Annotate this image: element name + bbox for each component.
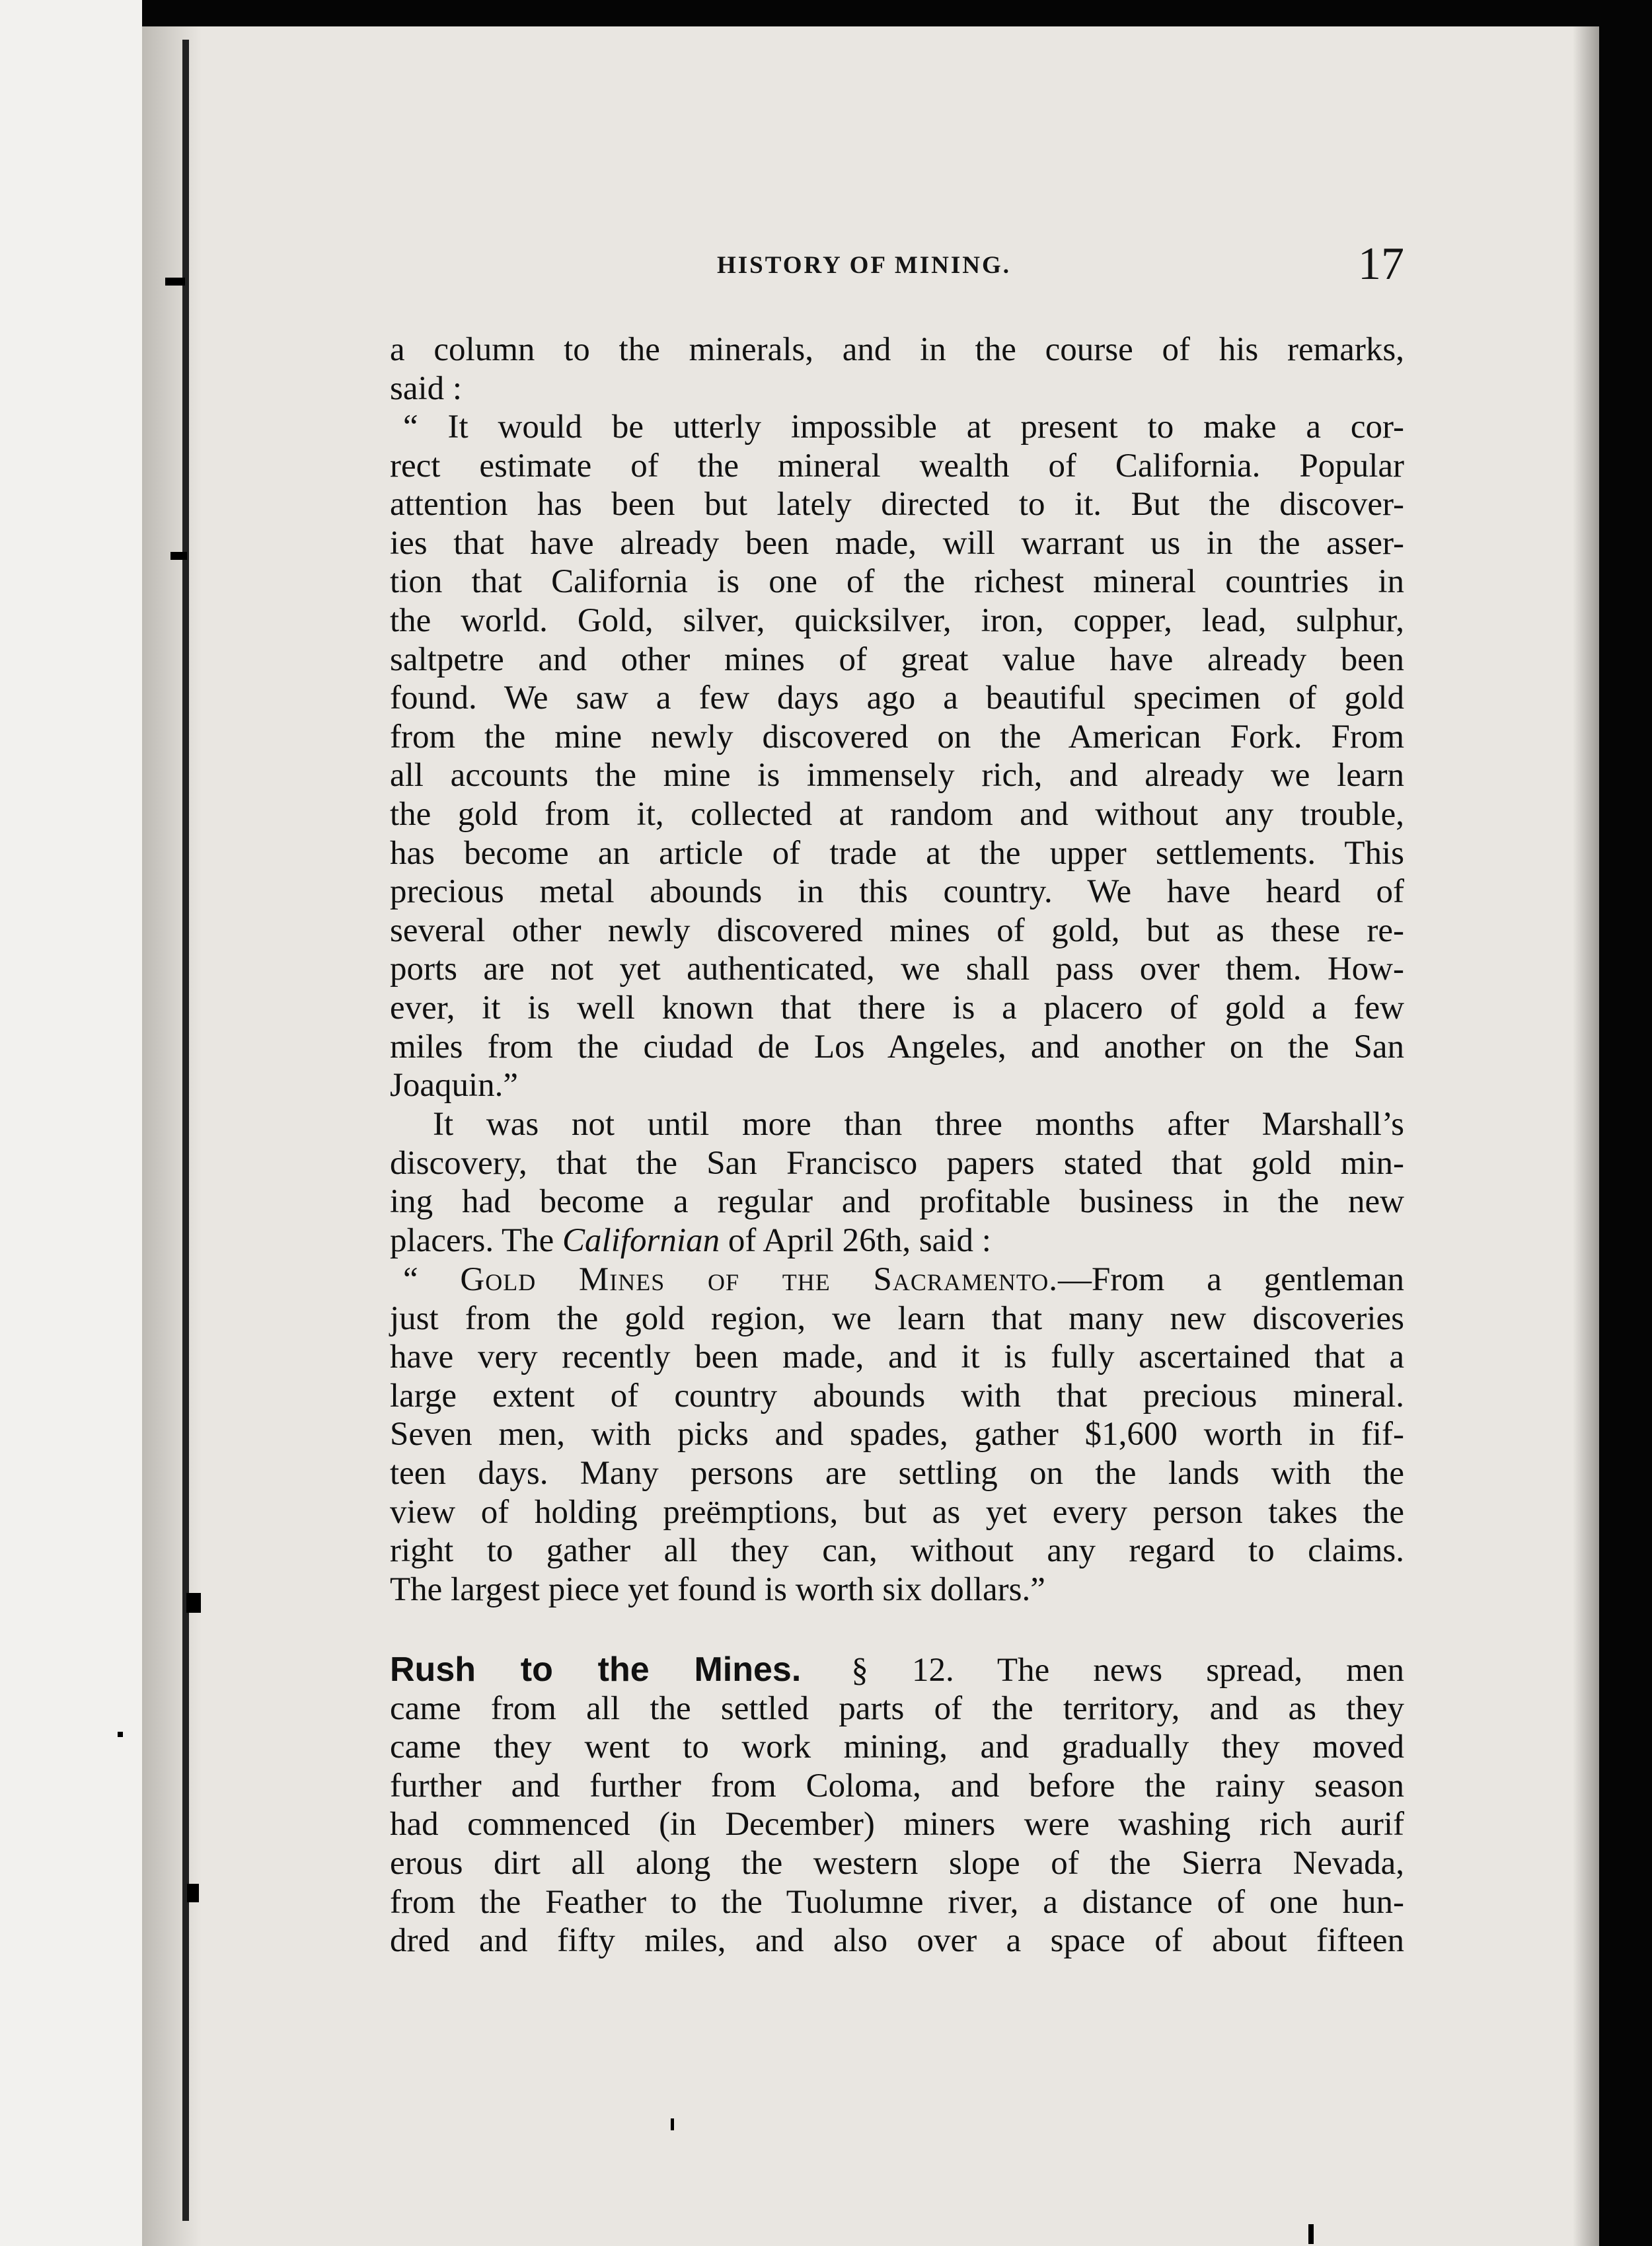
text-line: Joaquin.”: [390, 1067, 519, 1104]
text-line: has become an article of trade at the upper settlements. This: [390, 834, 1404, 872]
section-heading: Rush to the Mines.: [390, 1650, 802, 1689]
speck: [118, 1732, 123, 1737]
text-line: tion that California is one of the richest mineral countries in: [390, 563, 1404, 601]
binding-mark: [170, 552, 187, 560]
paragraph-marshall: [390, 1105, 1404, 1260]
text-line: rect estimate of the mineral wealth of California. Popular: [390, 447, 1404, 484]
page-edge-shadow: [1573, 26, 1599, 2246]
text-line: ever, it is well known that there is a placero of gold a few: [390, 989, 1404, 1026]
binding-mark: [186, 1593, 201, 1613]
text-line: right to gather all they can, without any regard to claims.: [390, 1532, 1404, 1570]
text-line: from the mine newly discovered on the American Fork. From: [390, 718, 1404, 755]
running-head: HISTORY OF MINING.: [717, 252, 1012, 279]
text-fragment: —From a gentleman: [1057, 1261, 1404, 1298]
text-line: The largest piece yet found is worth six dollars.”: [390, 1570, 1045, 1608]
text-line: dred and fifty miles, and also over a space of about fifteen: [390, 1922, 1404, 1960]
text-line: [390, 1650, 1404, 1689]
text-line: ports are not yet authenticated, we shall pass over them. How-: [390, 950, 1404, 988]
section-rush-to-the-mines: [390, 1650, 1404, 1960]
text-fragment: placers. The: [390, 1221, 563, 1259]
text-line: the world. Gold, silver, quicksilver, iron, copper, lead, sulphur,: [390, 601, 1404, 639]
scan-margin: [0, 0, 142, 2246]
text-line: miles from the ciudad de Los Angeles, and another on the San: [390, 1028, 1404, 1065]
text-line: have very recently been made, and it is fully ascertained that a: [390, 1338, 1404, 1376]
page-number: 17: [1358, 239, 1404, 290]
text-line: found. We saw a few days ago a beautiful specimen of gold: [390, 679, 1404, 717]
speck: [671, 2118, 674, 2130]
text-line: view of holding preëmptions, but as yet every person takes the: [390, 1493, 1404, 1531]
speck: [1308, 2224, 1314, 2244]
text-line: just from the gold region, we learn that many new discoveries: [390, 1299, 1404, 1337]
text-line: from the Feather to the Tuolumne river, a distance of one hun-: [390, 1883, 1404, 1921]
binding-mark: [165, 278, 185, 286]
text-line: ing had become a regular and profitable business in the new: [390, 1183, 1404, 1221]
spine-shadow: [142, 26, 202, 2246]
open-quote: “: [403, 1261, 461, 1298]
intro-text: [390, 330, 1404, 408]
text-line: the gold from it, collected at random and without any trouble,: [390, 795, 1404, 833]
text-line: came from all the settled parts of the territory, and as they: [390, 1689, 1404, 1727]
text-line: had commenced (in December) miners were washing rich aurif: [390, 1806, 1404, 1843]
text-line: precious metal abounds in this country. We have heard of: [390, 873, 1404, 911]
text-fragment: of April 26th, said :: [720, 1221, 991, 1259]
text-line: [390, 1260, 1404, 1299]
text-line: attention has been but lately directed to it. But the discover-: [390, 486, 1404, 523]
text-fragment: § 12. The news spread, men: [807, 1652, 1404, 1689]
text-line: all accounts the mine is immensely rich, and already we learn: [390, 757, 1404, 794]
text-line: came they went to work mining, and gradually they moved: [390, 1728, 1404, 1766]
text-line: saltpetre and other mines of great value have already been: [390, 640, 1404, 678]
text-line: [390, 1221, 1404, 1260]
text-line: erous dirt all along the western slope of the Sierra Nevada,: [390, 1844, 1404, 1882]
text-line: large extent of country abounds with that precious mineral.: [390, 1377, 1404, 1414]
text-line: discovery, that the San Francisco papers stated that gold min-: [390, 1144, 1404, 1182]
text-line: a column to the minerals, and in the course of his remarks,: [390, 331, 1404, 368]
binding-mark: [187, 1884, 199, 1902]
text-line: It was not until more than three months after Marshall’s: [433, 1106, 1404, 1143]
text-line: Seven men, with picks and spades, gather $1,600 worth in fif-: [390, 1416, 1404, 1453]
text-line: “ It would be utterly impossible at present to make a cor-: [403, 408, 1404, 445]
quote-heading: Gold Mines of the Sacramento.: [460, 1261, 1058, 1298]
text-line: ies that have already been made, will warrant us in the asser-: [390, 524, 1404, 562]
text-line: teen days. Many persons are settling on the lands with the: [390, 1454, 1404, 1492]
text-line: several other newly discovered mines of gold, but as these re-: [390, 911, 1404, 949]
text-line: said :: [390, 369, 463, 407]
text-line: further and further from Coloma, and before the rainy season: [390, 1767, 1404, 1804]
quote-californian: [390, 1260, 1404, 1609]
quote-californian-star: [390, 408, 1404, 1105]
newspaper-title: Californian: [562, 1221, 720, 1259]
